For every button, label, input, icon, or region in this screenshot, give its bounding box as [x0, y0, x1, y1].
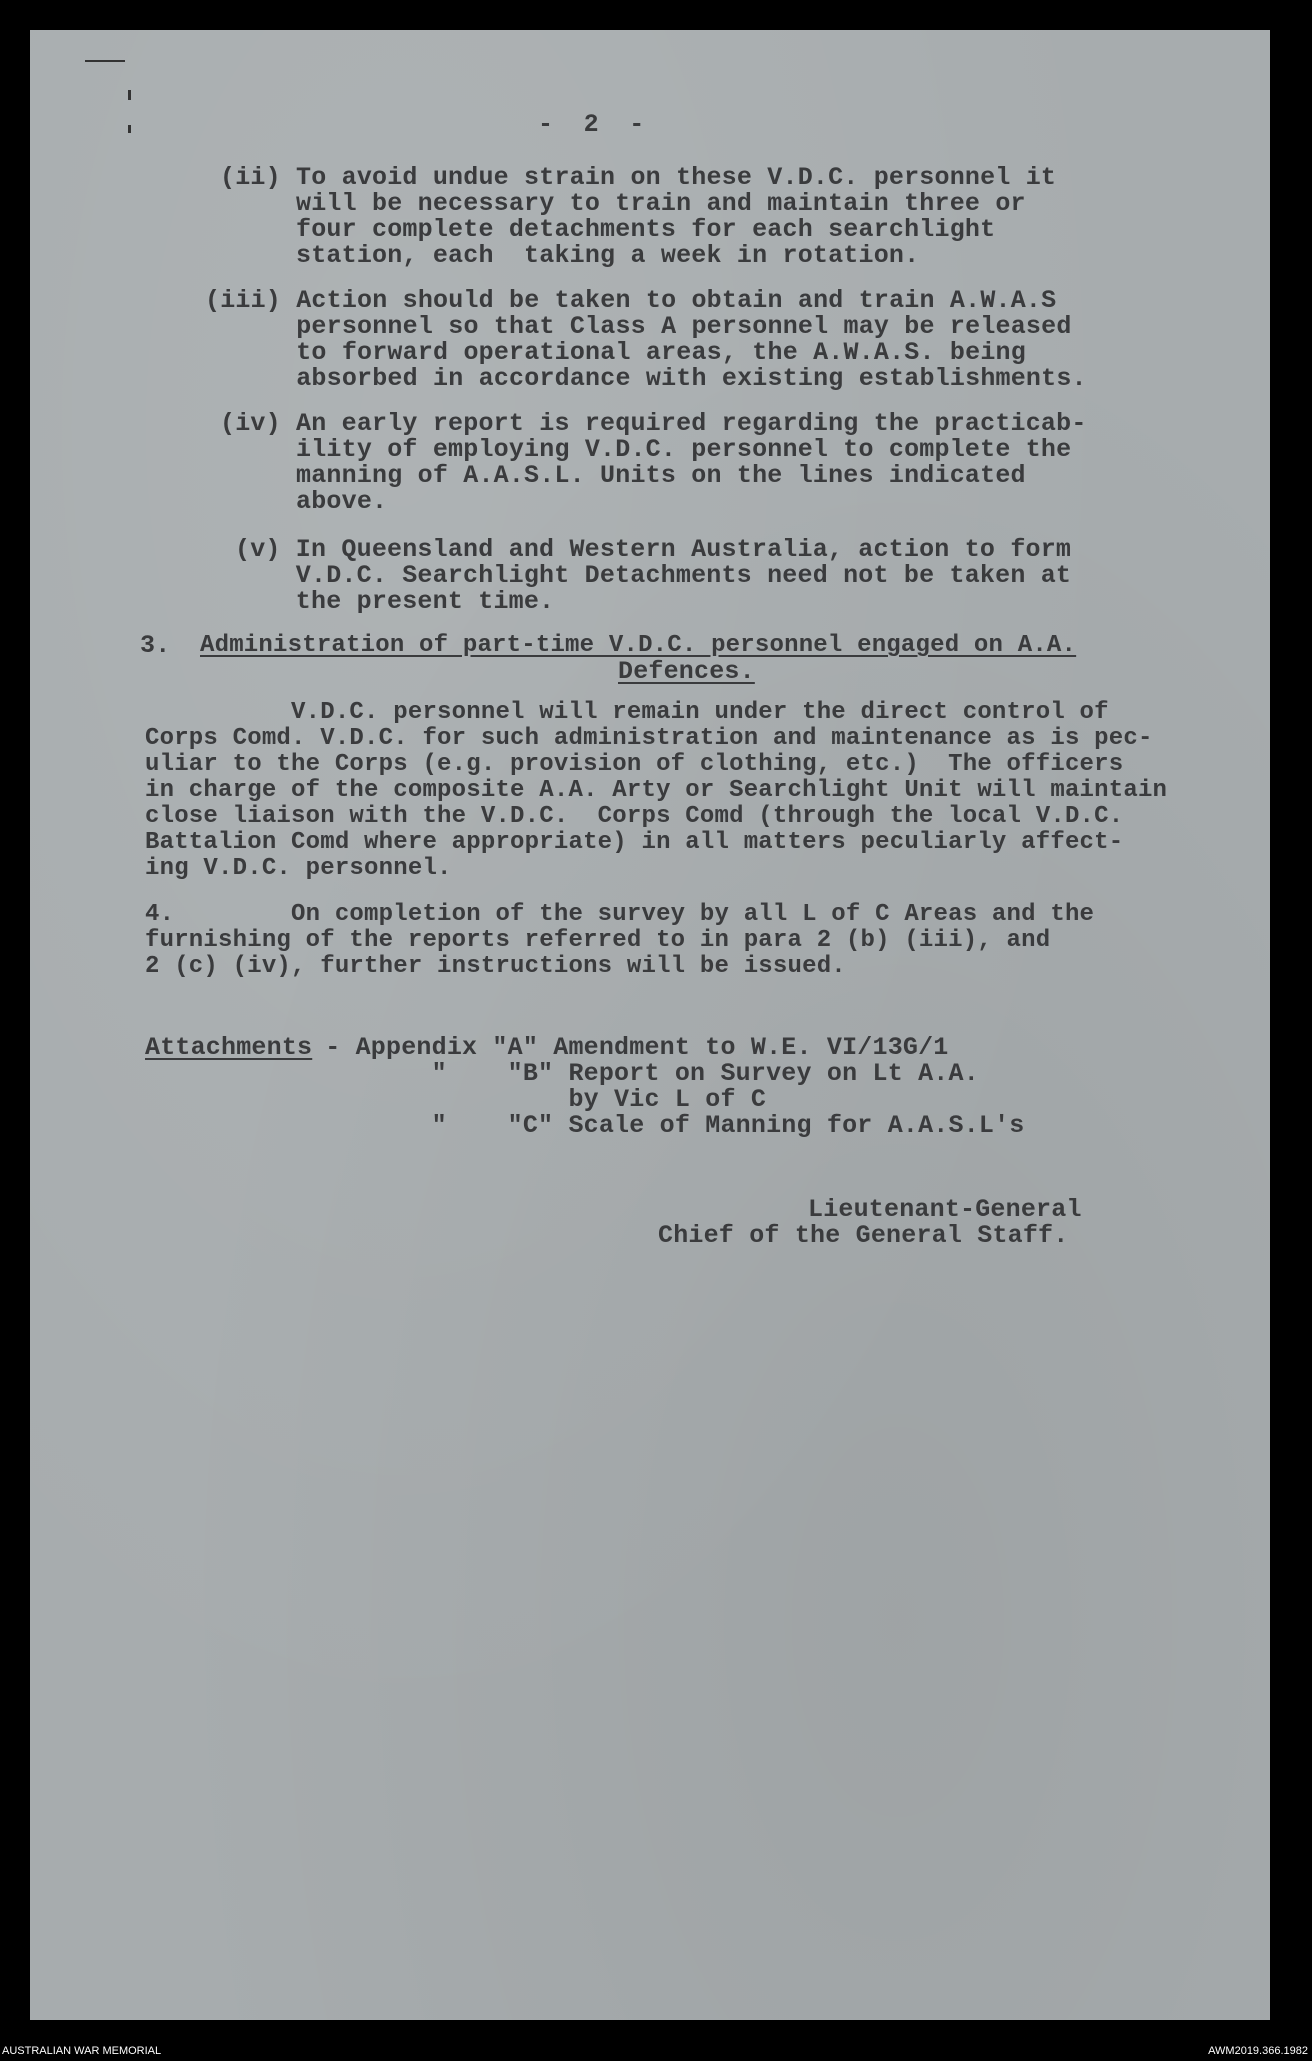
footer-accession: AWM2019.366.1982	[1208, 2045, 1308, 2057]
document-page	[30, 30, 1270, 2020]
paragraph-line: personnel so that Class A personnel may be released	[205, 312, 1072, 341]
paragraph-line: 4. On completion of the survey by all L of C Areas and the	[145, 901, 1095, 928]
paragraph-line: (v) In Queensland and Western Australia, action to form	[235, 535, 1072, 564]
paragraph-line: above.	[220, 487, 388, 516]
paragraph-line: ility of employing V.D.C. personnel to complete the	[220, 435, 1072, 464]
paragraph-line: furnishing of the reports referred to in para 2 (b) (iii), and	[145, 927, 1051, 954]
section-number: 3.	[140, 631, 171, 660]
page-number: - 2 -	[538, 110, 645, 139]
paragraph-line: (iii) Action should be taken to obtain and train A.W.A.S	[205, 286, 1057, 315]
punch-mark	[128, 90, 131, 100]
paragraph-line: V.D.C. Searchlight Detachments need not be taken at	[235, 561, 1072, 590]
paragraph-line: the present time.	[235, 587, 555, 616]
paragraph-line: 2 (c) (iv), further instructions will be issued.	[145, 953, 846, 980]
paragraph-line: station, each taking a week in rotation.	[220, 241, 920, 270]
paragraph-line: Battalion Comd where appropriate) in all matters peculiarly affect-	[145, 829, 1124, 856]
paragraph-line: in charge of the composite A.A. Arty or Searchlight Unit will maintain	[145, 777, 1168, 804]
paragraph-line: uliar to the Corps (e.g. provision of clothing, etc.) The officers	[145, 751, 1124, 778]
attachment-line: " "B" Report on Survey on Lt A.A.	[310, 1059, 979, 1088]
signature-rank: Lieutenant-General	[808, 1195, 1082, 1224]
paragraph-line: ing V.D.C. personnel.	[145, 855, 452, 882]
attachment-line: - Appendix "A" Amendment to W.E. VI/13G/1	[310, 1033, 949, 1062]
paragraph-line: V.D.C. personnel will remain under the direct control of	[145, 699, 1109, 726]
paragraph-line: four complete detachments for each searchlight	[220, 215, 996, 244]
paragraph-line: close liaison with the V.D.C. Corps Comd (through the local V.D.C.	[145, 803, 1124, 830]
attachment-line: " "C" Scale of Manning for A.A.S.L's	[310, 1111, 1025, 1140]
paragraph-line: will be necessary to train and maintain three or	[220, 189, 1026, 218]
footer-credit: AUSTRALIAN WAR MEMORIAL	[2, 2045, 162, 2057]
punch-mark	[128, 125, 131, 133]
punch-mark	[85, 60, 125, 62]
section-heading: Defences.	[618, 657, 755, 686]
section-heading: Administration of part-time V.D.C. personnel engaged on A.A.	[200, 632, 1077, 659]
paragraph-line: to forward operational areas, the A.W.A.S. being	[205, 338, 1026, 367]
signature-title: Chief of the General Staff.	[658, 1221, 1069, 1250]
paragraph-line: (ii) To avoid undue strain on these V.D.C. personnel it	[220, 163, 1057, 192]
attachment-line: by Vic L of C	[310, 1085, 767, 1114]
paragraph-line: (iv) An early report is required regarding the practicab-	[220, 409, 1087, 438]
paragraph-line: Corps Comd. V.D.C. for such administration and maintenance as is pec-	[145, 725, 1153, 752]
paragraph-line: manning of A.A.S.L. Units on the lines indicated	[220, 461, 1026, 490]
attachments-label: Attachments	[145, 1033, 313, 1062]
paragraph-line: absorbed in accordance with existing establishments.	[205, 364, 1087, 393]
